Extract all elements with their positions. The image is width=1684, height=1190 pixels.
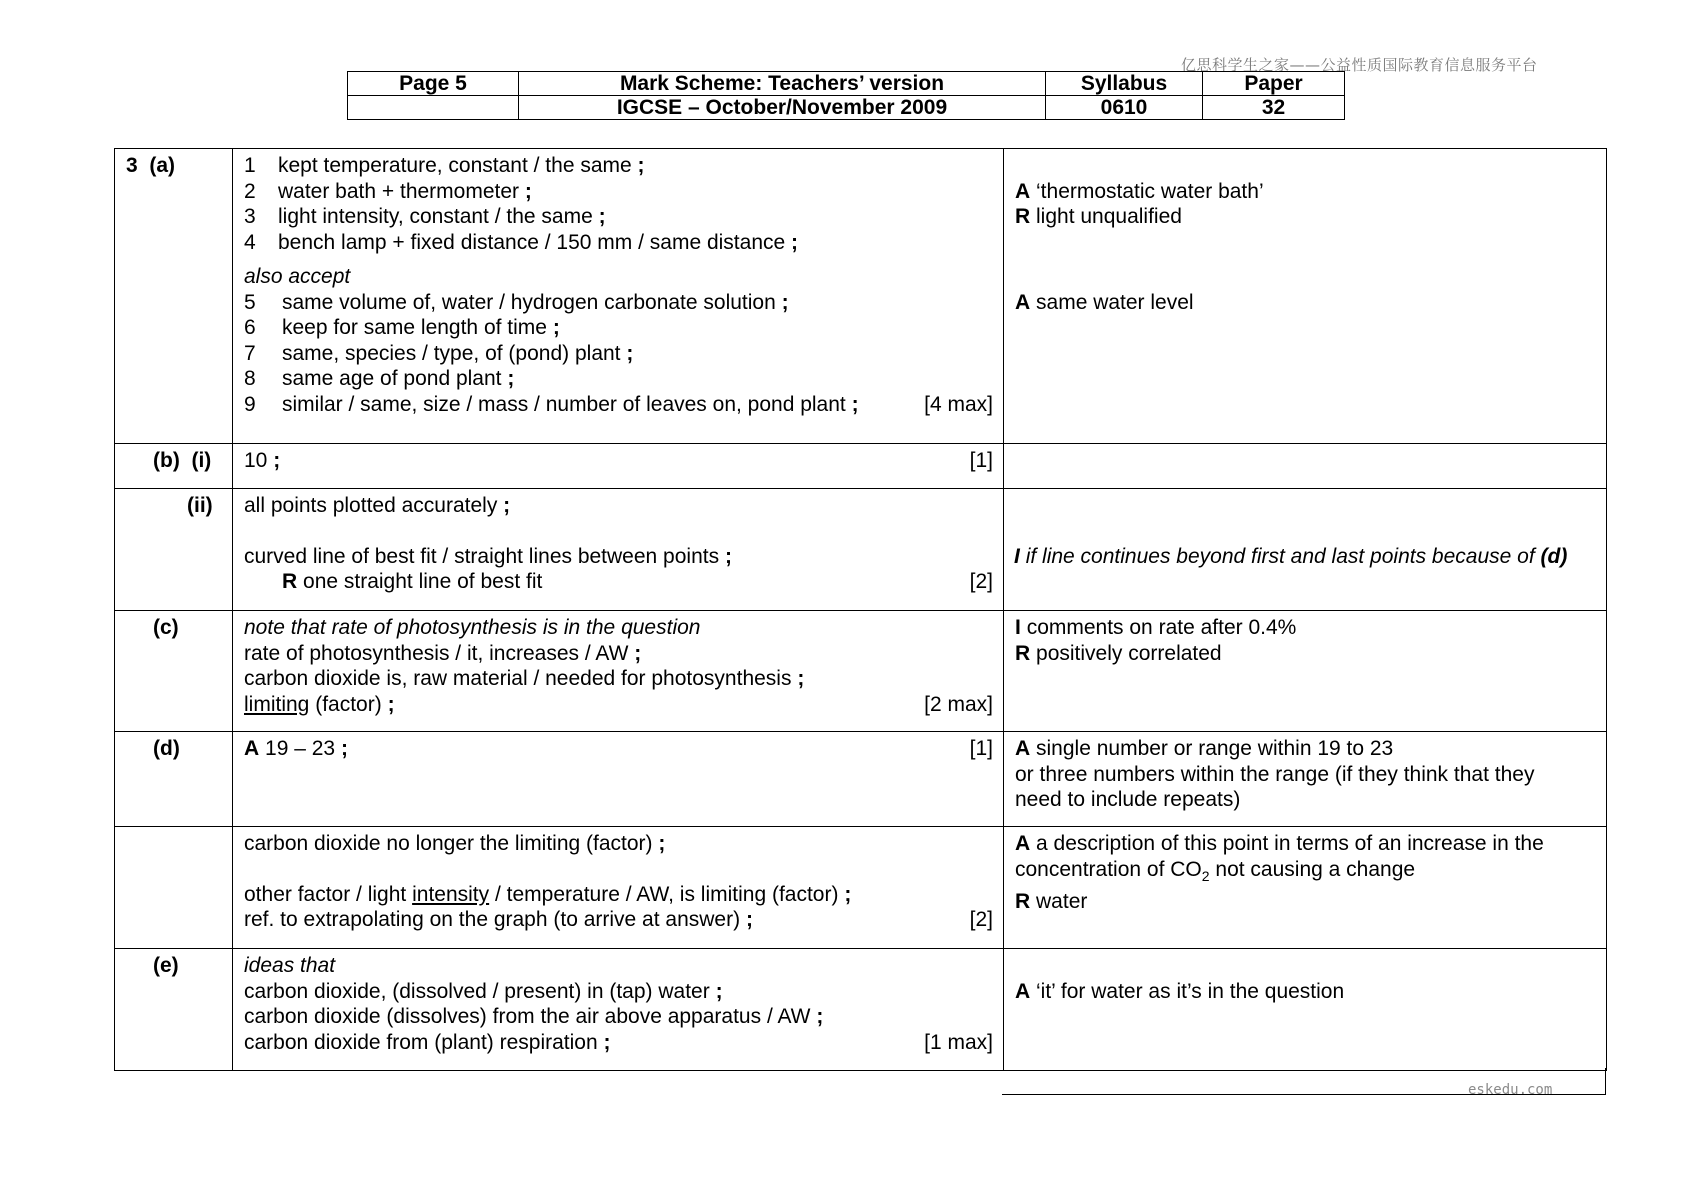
answer-line: ref. to extrapolating on the graph (to arrive at answer) ; [2] xyxy=(244,908,993,931)
guidance-line: A ‘it’ for water as it’s in the question xyxy=(1015,979,1345,1003)
paper-label: Paper xyxy=(1203,72,1345,96)
answer-line: 7 same, species / type, of (pond) plant ; xyxy=(244,341,634,365)
answer-line: carbon dioxide (dissolves) from the air above apparatus / AW ; xyxy=(244,1005,824,1028)
marks: [1] xyxy=(969,449,993,472)
guidance-cell xyxy=(1004,489,1607,611)
question-number: 3 (a) xyxy=(115,149,233,444)
also-accept-label: also accept xyxy=(244,265,351,288)
answer-line: carbon dioxide, (dissolved / present) in (tap) water ; xyxy=(244,979,723,1003)
table-border-fragment xyxy=(1605,1068,1606,1095)
answer-cell xyxy=(233,444,1004,489)
question-number: (c) xyxy=(115,611,233,732)
guidance-line: I comments on rate after 0.4% xyxy=(1015,616,1297,639)
ideas-label: ideas that xyxy=(244,954,336,977)
marks: [2] xyxy=(969,570,993,593)
answer-cell xyxy=(233,489,1004,611)
marks: [1 max] xyxy=(924,1030,993,1054)
guidance-line: R water xyxy=(1015,890,1088,914)
guidance-cell xyxy=(1004,732,1607,827)
answer-line: 9 similar / same, size / mass / number of leaves on, pond plant ; [4 max] xyxy=(244,392,993,416)
answer-line: carbon dioxide from (plant) respiration ; [1 max] xyxy=(244,1030,993,1054)
answer-cell xyxy=(233,827,1004,949)
guidance-line: A ‘thermostatic water bath’ xyxy=(1015,179,1264,203)
answer-line: 2 water bath + thermometer ; xyxy=(244,179,532,203)
guidance-line: A a description of this point in terms of an increase in the xyxy=(1015,832,1544,855)
question-number-empty xyxy=(115,827,233,949)
answer-line: curved line of best fit / straight lines between points ; xyxy=(244,544,732,568)
answer-line: 1 kept temperature, constant / the same ; xyxy=(244,154,645,177)
reject-line: R one straight line of best fit [2] xyxy=(282,570,993,593)
guidance-line: or three numbers within the range (if they think that they xyxy=(1015,762,1535,786)
table-row xyxy=(115,827,1607,949)
answer-line: carbon dioxide no longer the limiting (factor) ; xyxy=(244,832,666,855)
answer-line: 4 bench lamp + fixed distance / 150 mm / same distance ; xyxy=(244,230,799,254)
document-subtitle: IGCSE – October/November 2009 xyxy=(519,96,1046,120)
marks: [4 max] xyxy=(924,392,993,416)
marks: [2] xyxy=(969,908,993,931)
answer-line: 6 keep for same length of time ; xyxy=(244,316,560,339)
answer-line: 5 same volume of, water / hydrogen carbonate solution ; xyxy=(244,290,789,314)
guidance-cell xyxy=(1004,444,1607,489)
paper-number: 32 xyxy=(1203,96,1345,120)
answer-cell xyxy=(233,149,1004,444)
guidance-cell xyxy=(1004,149,1607,444)
guidance-line: A single number or range within 19 to 23 xyxy=(1015,737,1394,760)
guidance-cell xyxy=(1004,949,1607,1071)
answer-cell xyxy=(233,732,1004,827)
syllabus-code: 0610 xyxy=(1046,96,1203,120)
page-number: Page 5 xyxy=(348,72,519,96)
guidance-line: A same water level xyxy=(1015,290,1194,314)
answer-cell xyxy=(233,949,1004,1071)
document-title: Mark Scheme: Teachers’ version xyxy=(519,72,1046,96)
table-row xyxy=(115,444,1607,489)
note-line: note that rate of photosynthesis is in the question xyxy=(244,616,701,639)
table-row xyxy=(115,149,1607,444)
marks: [1] xyxy=(969,737,993,760)
syllabus-label: Syllabus xyxy=(1046,72,1203,96)
header-table xyxy=(347,71,1345,120)
guidance-line: concentration of $CO_2$ not causing a change xyxy=(1015,857,1416,884)
watermark-top: 亿思科学生之家——公益性质国际教育信息服务平台 xyxy=(1181,56,1538,74)
answer-cell xyxy=(233,611,1004,732)
table-row xyxy=(115,611,1607,732)
table-row xyxy=(115,489,1607,611)
question-number: (ii) xyxy=(115,489,233,611)
watermark-bottom: eskedu.com xyxy=(1468,1082,1553,1098)
guidance-line: need to include repeats) xyxy=(1015,788,1241,811)
answer-line: 8 same age of pond plant ; xyxy=(244,367,515,390)
table-row xyxy=(115,732,1607,827)
question-number: (d) xyxy=(115,732,233,827)
marks: [2 max] xyxy=(924,692,993,716)
answer-line: other factor / light intensity / temperature / AW, is limiting (factor) ; xyxy=(244,882,852,906)
answer-line: carbon dioxide is, raw material / needed for photosynthesis ; xyxy=(244,667,805,690)
guidance-cell xyxy=(1004,827,1607,949)
guidance-line: R light unqualified xyxy=(1015,205,1182,228)
guidance-cell xyxy=(1004,611,1607,732)
answer-line: all points plotted accurately ; xyxy=(244,494,511,517)
question-number: (e) xyxy=(115,949,233,1071)
header-empty-cell xyxy=(348,96,519,120)
answer-line: A 19 – 23 ; [1] xyxy=(244,737,993,760)
answer-line: rate of photosynthesis / it, increases / AW ; xyxy=(244,641,642,665)
answer-line: 10 ; [1] xyxy=(244,449,993,472)
question-number: (b) (i) xyxy=(115,444,233,489)
guidance-line: I if line continues beyond first and last points because of (d) xyxy=(1014,544,1568,568)
answer-line: limiting (factor) ; [2 max] xyxy=(244,692,993,716)
table-row xyxy=(115,949,1607,1071)
answer-line: 3 light intensity, constant / the same ; xyxy=(244,205,606,228)
guidance-line: R positively correlated xyxy=(1015,641,1222,665)
mark-scheme-table xyxy=(114,148,1607,1071)
